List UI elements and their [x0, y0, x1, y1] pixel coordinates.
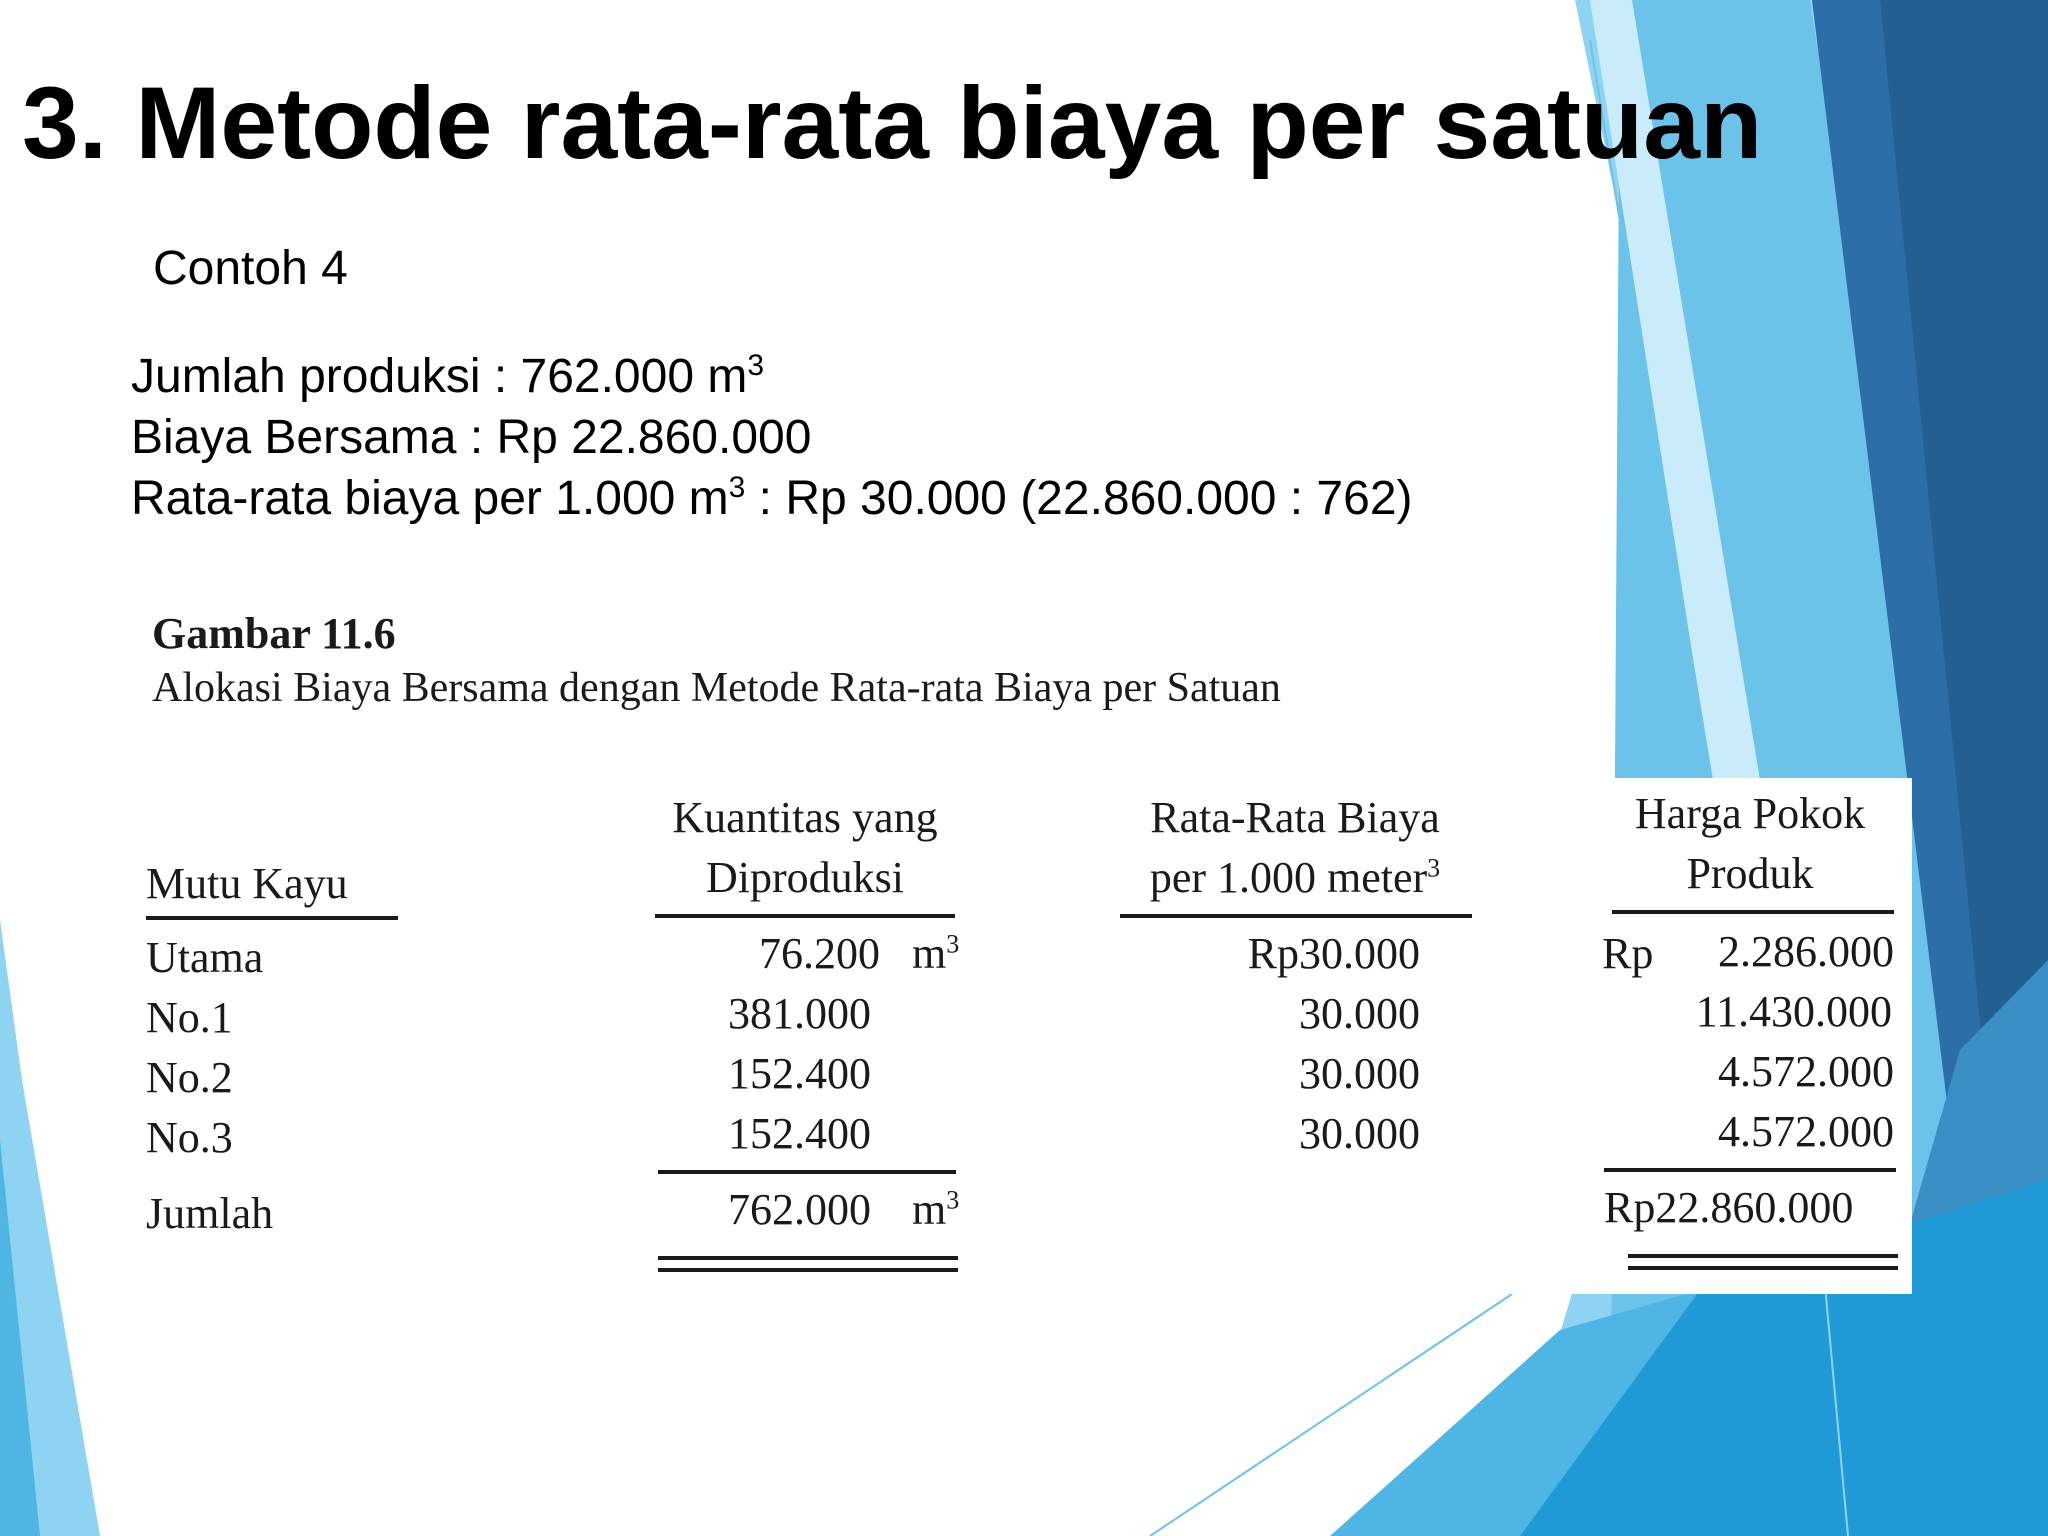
figure-caption: Alokasi Biaya Bersama dengan Metode Rata-rata Biaya per Satuan [152, 665, 1281, 711]
info-total-production-sup: 3 [747, 349, 765, 382]
header-underline-col4 [1612, 910, 1894, 914]
row-utama-unit [912, 930, 959, 978]
header-underline-col3 [1120, 914, 1472, 918]
row-no1-mutu: No.1 [146, 993, 233, 1042]
row-no2-harga: 4.572.000 [1718, 1047, 1894, 1096]
total-double-line-col2-b [658, 1268, 958, 1272]
header-rata-line2-text: per 1.000 meter [1149, 853, 1428, 902]
info-joint-cost: Biaya Bersama : Rp 22.860.000 [131, 411, 812, 464]
info-total-production-text: Jumlah produksi : 762.000 m [131, 350, 748, 403]
row-no2-mutu: No.2 [146, 1053, 233, 1102]
row-no1-kuantitas: 381.000 [728, 989, 871, 1038]
row-utama-rata: Rp30.000 [1247, 929, 1420, 978]
row-no3-mutu: No.3 [146, 1113, 233, 1162]
total-unit-sup: 3 [946, 1185, 960, 1215]
figure-image [130, 598, 1912, 1294]
total-unit [912, 1186, 959, 1234]
row-utama-unit-sup: 3 [946, 929, 960, 959]
slide-title: 3. Metode rata-rata biaya per satuan [22, 66, 1763, 180]
header-kuantitas-line2: Diproduksi [706, 853, 904, 902]
info-average-cost [131, 470, 1413, 528]
total-double-line-col4-b [1628, 1266, 1898, 1270]
row-no1-harga: 11.430.000 [1695, 987, 1892, 1036]
header-rata-line1: Rata-Rata Biaya [1150, 793, 1440, 842]
info-average-cost-pre: Rata-rata biaya per 1.000 m [131, 472, 729, 525]
total-double-line-col4-a [1628, 1254, 1898, 1258]
total-unit-text: m [912, 1185, 947, 1234]
header-underline-col1 [146, 916, 398, 920]
row-utama-harga: 2.286.000 [1718, 927, 1894, 976]
subtotal-line-col4 [1604, 1168, 1896, 1172]
total-label: Jumlah [146, 1189, 274, 1238]
header-harga-line1: Harga Pokok [1634, 789, 1866, 838]
row-no3-kuantitas: 152.400 [728, 1109, 871, 1158]
row-no3-rata: 30.000 [1299, 1109, 1420, 1158]
info-average-cost-sup: 3 [728, 471, 746, 504]
subtotal-line-col2 [658, 1170, 956, 1174]
row-utama-kuantitas: 76.200 [759, 929, 880, 978]
row-no3-harga: 4.572.000 [1718, 1107, 1894, 1156]
header-harga-line2: Produk [1686, 849, 1814, 898]
row-no2-rata: 30.000 [1299, 1049, 1420, 1098]
header-rata-sup: 3 [1427, 853, 1441, 883]
row-utama-unit-text: m [912, 929, 947, 978]
row-no1-rata: 30.000 [1299, 989, 1420, 1038]
total-harga: Rp22.860.000 [1604, 1183, 1854, 1232]
header-underline-col2 [655, 914, 955, 918]
figure-number: Gambar 11.6 [152, 609, 396, 658]
header-rata-line2 [1120, 854, 1470, 902]
info-average-cost-post: : Rp 30.000 (22.860.000 : 762) [745, 472, 1413, 525]
total-double-line-col2-a [658, 1256, 958, 1260]
header-kuantitas-line1: Kuantitas yang [672, 793, 938, 842]
info-total-production [131, 348, 764, 406]
row-utama-mutu: Utama [146, 933, 264, 982]
total-kuantitas: 762.000 [728, 1185, 871, 1234]
row-utama-harga-prefix: Rp [1602, 929, 1654, 978]
row-no2-kuantitas: 152.400 [728, 1049, 871, 1098]
header-mutu-kayu: Mutu Kayu [146, 859, 348, 908]
example-label: Contoh 4 [153, 242, 348, 295]
